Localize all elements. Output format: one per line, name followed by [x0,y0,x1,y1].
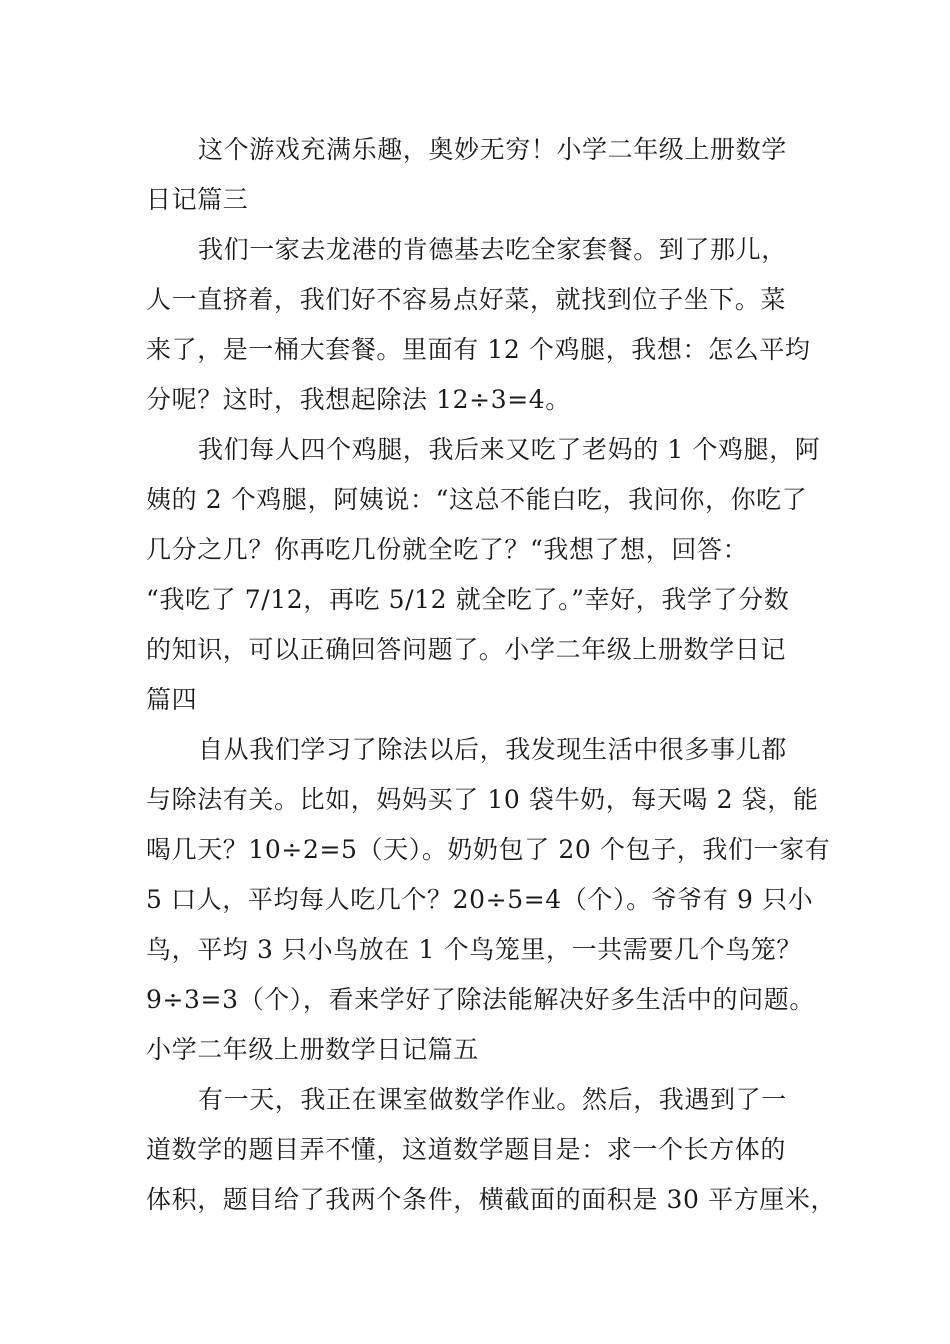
text-line: 体积，题目给了我两个条件，横截面的面积是 30 平方厘米， [146,1185,837,1214]
text-line: 与除法有关。比如，妈妈买了 10 袋牛奶，每天喝 2 袋，能 [146,785,819,814]
text-line: 有一天，我正在课室做数学作业。然后，我遇到了一 [198,1085,787,1114]
text-line: 9÷3=3（个），看来学好了除法能解决好多生活中的问题。 [146,985,815,1014]
text-line: 来了，是一桶大套餐。里面有 12 个鸡腿，我想：怎么平均 [146,335,811,364]
text-line: 篇四 [146,685,198,714]
text-line: 我们一家去龙港的肯德基去吃全家套餐。到了那儿， [198,235,787,264]
text-line: 道数学的题目弄不懂，这道数学题目是：求一个长方体的 [146,1135,787,1164]
text-line: 分呢？这时，我想起除法 12÷3=4。 [146,385,571,414]
text-line: 姨的 2 个鸡腿，阿姨说：“这总不能白吃，我问你，你吃了 [146,485,808,514]
text-line: 这个游戏充满乐趣，奥妙无穷！小学二年级上册数学 [198,135,787,164]
text-line: 小学二年级上册数学日记篇五 [146,1035,479,1064]
document-body [146,125,837,1225]
text-line: 人一直挤着，我们好不容易点好菜，就找到位子坐下。菜 [146,285,787,314]
text-line: 日记篇三 [146,185,249,214]
text-line: 的知识，可以正确回答问题了。小学二年级上册数学日记 [146,635,787,664]
text-line: 几分之几？你再吃几份就全吃了？“我想了想，回答： [146,535,749,564]
text-line: 我们每人四个鸡腿，我后来又吃了老妈的 1 个鸡腿，阿 [198,435,821,464]
text-line: 5 口人，平均每人吃几个？20÷5=4（个）。爷爷有 9 只小 [146,885,814,914]
text-line: 自从我们学习了除法以后，我发现生活中很多事儿都 [198,735,787,764]
text-line: “我吃了 7/12，再吃 5/12 就全吃了。”幸好，我学了分数 [146,585,790,614]
text-line: 喝几天？10÷2=5（天）。奶奶包了 20 个包子，我们一家有 [146,835,831,864]
text-line: 鸟，平均 3 只小鸟放在 1 个鸟笼里，一共需要几个鸟笼？ [146,935,803,964]
